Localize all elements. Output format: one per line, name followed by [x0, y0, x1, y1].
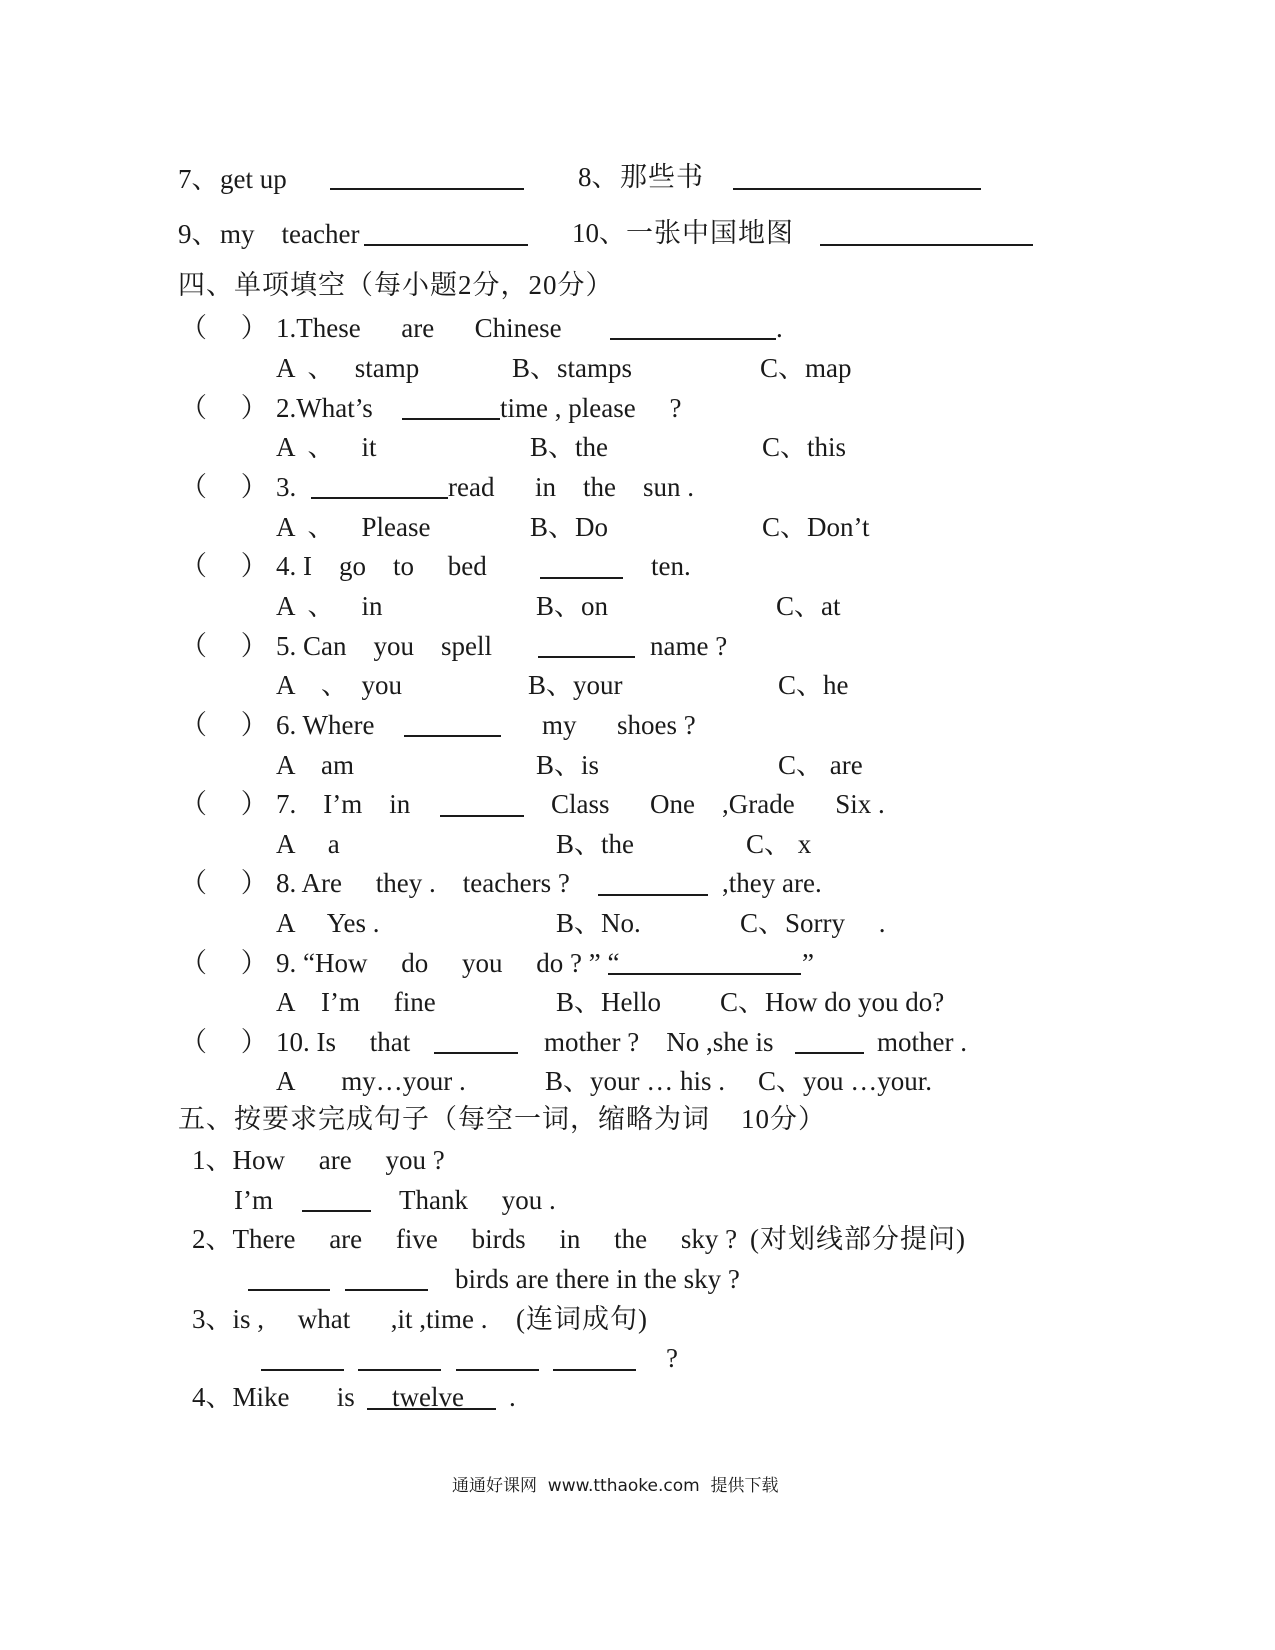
question-4-end: ten.	[651, 551, 691, 581]
question-3-option-a: A 、 Please	[276, 512, 431, 542]
question-10-middle: mother ? No ,she is	[544, 1027, 774, 1057]
question-6-option-b: B、is	[536, 750, 600, 780]
footer-source: 通通好课网 www.tthaoke.com 提供下载	[452, 1476, 779, 1496]
question-2-option-b: B、the	[530, 432, 608, 462]
question-8-blank[interactable]	[598, 894, 708, 896]
question-4-option-c: C、at	[776, 591, 841, 621]
answer-parens[interactable]: （ ）	[180, 393, 268, 423]
sentence-2-answer-end: birds are there in the sky ?	[455, 1264, 740, 1294]
question-3-blank[interactable]	[311, 497, 448, 499]
question-2-text: 2.What’s	[276, 393, 373, 423]
question-2-option-c: C、this	[762, 432, 847, 462]
question-2-option-a: A 、 it	[276, 432, 377, 462]
sentence-1-blank[interactable]	[302, 1210, 371, 1212]
sentence-2-blank-1[interactable]	[248, 1289, 330, 1291]
answer-parens[interactable]: （ ）	[180, 313, 268, 343]
question-4-option-b: B、on	[536, 591, 609, 621]
vocab-8-answer-line[interactable]	[733, 188, 981, 190]
question-10-option-a: A my…your .	[276, 1066, 466, 1096]
question-10-option-b: B、your … his .	[545, 1066, 726, 1096]
section-5-heading: 五、按要求完成句子（每空一词，缩略为词 10分）	[178, 1104, 826, 1134]
sentence-3-instruction: (连词成句)	[516, 1304, 648, 1334]
question-5-end: name ?	[650, 631, 728, 661]
vocab-10-number: 10、	[572, 218, 626, 248]
answer-parens[interactable]: （ ）	[180, 551, 268, 581]
question-7-end: Class One ,Grade Six .	[551, 789, 885, 819]
vocab-10-answer-line[interactable]	[820, 244, 1033, 246]
question-8-option-a: A Yes .	[276, 908, 380, 938]
question-9-text: 9. “How do you do ? ” “	[276, 948, 620, 978]
vocab-9-number: 9、	[178, 219, 219, 249]
question-10-blank-1[interactable]	[434, 1052, 518, 1054]
sentence-1-answer-end: Thank you .	[399, 1185, 556, 1215]
sentence-4-underlined-word: twelve	[392, 1382, 464, 1412]
question-2-end: time , please ?	[500, 393, 682, 423]
question-4-option-a: A 、 in	[276, 591, 383, 621]
question-6-blank[interactable]	[404, 735, 501, 737]
sentence-3-question: 3、is , what ,it ,time .	[192, 1304, 488, 1334]
sentence-1-answer-start: I’m	[234, 1185, 273, 1215]
question-10-text: 10. Is that	[276, 1027, 411, 1057]
question-10-option-c: C、you …your.	[758, 1066, 933, 1096]
question-5-option-a: A 、 you	[276, 670, 403, 700]
question-9-blank[interactable]	[608, 973, 801, 975]
answer-parens[interactable]: （ ）	[180, 631, 268, 661]
sentence-2-question: 2、There are five birds in the sky ?	[192, 1224, 738, 1254]
question-7-text: 7. I’m in	[276, 789, 411, 819]
answer-parens[interactable]: （ ）	[180, 868, 268, 898]
answer-parens[interactable]: （ ）	[180, 472, 268, 502]
sentence-3-blank-1[interactable]	[261, 1369, 344, 1371]
sentence-4-question: 4、Mike is	[192, 1382, 355, 1412]
question-3-option-b: B、Do	[530, 512, 609, 542]
vocab-10-text: 一张中国地图	[626, 218, 794, 248]
question-8-end: ,they are.	[722, 868, 822, 898]
question-4-blank[interactable]	[540, 577, 623, 579]
question-1-option-b: B、stamps	[512, 353, 633, 383]
question-6-option-c: C、 are	[778, 750, 863, 780]
question-1-option-a: A 、 stamp	[276, 353, 420, 383]
question-7-option-a: A a	[276, 829, 340, 859]
answer-parens[interactable]: （ ）	[180, 710, 268, 740]
question-8-text: 8. Are they . teachers ?	[276, 868, 570, 898]
question-7-option-c: C、 x	[746, 829, 812, 859]
sentence-3-question-mark: ?	[666, 1343, 678, 1373]
question-8-option-c: C、Sorry .	[740, 908, 886, 938]
vocab-7-text: get up	[220, 164, 287, 194]
vocab-8-text: 那些书	[620, 162, 704, 192]
question-1-option-c: C、map	[760, 353, 852, 383]
question-6-option-a: A am	[276, 750, 354, 780]
question-1-end: .	[776, 313, 783, 343]
answer-parens[interactable]: （ ）	[180, 948, 268, 978]
question-5-option-b: B、your	[528, 670, 623, 700]
vocab-7-number: 7、	[178, 164, 219, 194]
sentence-3-blank-2[interactable]	[358, 1369, 441, 1371]
question-1-text: 1.These are Chinese	[276, 313, 562, 343]
question-6-text: 6. Where	[276, 710, 375, 740]
sentence-3-blank-3[interactable]	[456, 1369, 539, 1371]
vocab-7-answer-line[interactable]	[330, 188, 524, 190]
sentence-1-question: 1、How are you ?	[192, 1145, 445, 1175]
sentence-4-underline	[367, 1408, 496, 1410]
vocab-9-answer-line[interactable]	[364, 244, 528, 246]
question-6-end: my shoes ?	[542, 710, 696, 740]
answer-parens[interactable]: （ ）	[180, 1027, 268, 1057]
question-7-option-b: B、the	[556, 829, 634, 859]
sentence-3-blank-4[interactable]	[553, 1369, 636, 1371]
question-10-end: mother .	[877, 1027, 967, 1057]
question-3-option-c: C、Don’t	[762, 512, 870, 542]
question-9-option-a: A I’m fine	[276, 987, 436, 1017]
sentence-2-instruction: (对划线部分提问)	[750, 1224, 966, 1254]
question-2-blank[interactable]	[402, 418, 500, 420]
question-9-option-c: C、How do you do?	[720, 987, 945, 1017]
question-9-option-b: B、Hello	[556, 987, 661, 1017]
sentence-2-blank-2[interactable]	[345, 1289, 428, 1291]
question-1-blank[interactable]	[610, 338, 776, 340]
question-5-option-c: C、he	[778, 670, 849, 700]
question-9-end: ”	[802, 948, 814, 978]
question-10-blank-2[interactable]	[795, 1052, 864, 1054]
question-8-option-b: B、No.	[556, 908, 641, 938]
question-4-text: 4. I go to bed	[276, 551, 487, 581]
question-3-text: 3.	[276, 472, 297, 502]
question-5-text: 5. Can you spell	[276, 631, 492, 661]
vocab-8-number: 8、	[578, 162, 619, 192]
sentence-4-period: .	[509, 1382, 516, 1412]
question-3-end: read in the sun .	[448, 472, 694, 502]
vocab-9-text: my teacher	[220, 219, 360, 249]
answer-parens[interactable]: （ ）	[180, 789, 268, 819]
question-5-blank[interactable]	[538, 656, 635, 658]
question-7-blank[interactable]	[440, 815, 524, 817]
section-4-heading: 四、单项填空（每小题2分，20分）	[178, 270, 614, 300]
